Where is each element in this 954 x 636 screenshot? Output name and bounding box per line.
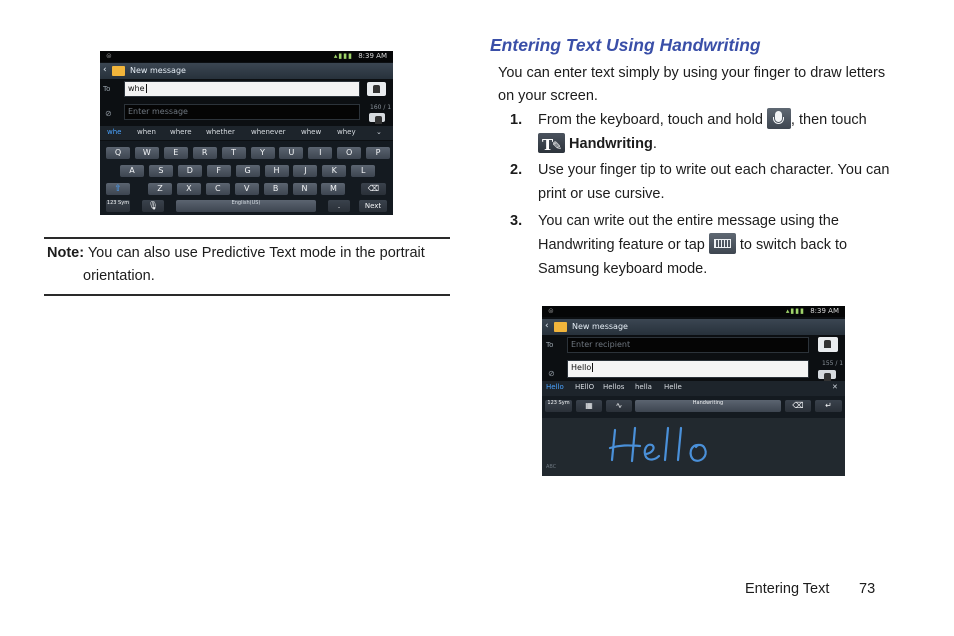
message-input[interactable] (567, 360, 809, 378)
signal-icon: ▴▮▮▮ (333, 52, 353, 60)
handwriting-stroke (542, 418, 845, 476)
key-k[interactable]: K (322, 165, 346, 177)
message-title-bar (100, 63, 393, 79)
key-e[interactable]: E (164, 147, 188, 159)
message-input[interactable]: Enter message (124, 104, 360, 120)
screen-title: New message (130, 66, 186, 75)
close-icon[interactable]: ✕ (832, 383, 838, 391)
key-l[interactable]: L (351, 165, 375, 177)
suggestion-item[interactable]: when (137, 128, 156, 136)
send-icon[interactable] (369, 113, 385, 122)
note (47, 242, 425, 265)
signal-icon: ▴▮▮▮ (785, 307, 805, 315)
to-label: To (103, 85, 111, 93)
note-top-rule (44, 237, 450, 239)
recipient-input[interactable]: Enter recipient (567, 337, 809, 353)
attach-icon[interactable]: ⊘ (548, 369, 555, 378)
char-counter: 155 / 1 (822, 360, 844, 367)
next-key[interactable]: Next (359, 200, 387, 212)
backspace-key[interactable]: ⌫ (361, 183, 386, 195)
key-z[interactable]: Z (148, 183, 172, 195)
handwriting-screenshot (542, 306, 845, 476)
backspace-key[interactable]: ⌫ (785, 400, 811, 412)
key-c[interactable]: C (206, 183, 230, 195)
send-icon[interactable] (818, 370, 836, 379)
step-1-line-2 (538, 133, 657, 157)
suggestion-item[interactable]: whey (337, 128, 356, 136)
key-j[interactable]: J (293, 165, 317, 177)
key-q[interactable]: Q (106, 147, 130, 159)
space-key[interactable] (635, 400, 781, 412)
pen-icon: ∿ (615, 401, 623, 410)
handwriting-label: Handwriting (569, 136, 653, 152)
step-3-text-a: Handwriting feature or tap (538, 237, 705, 253)
key-x[interactable]: X (177, 183, 201, 195)
key-p[interactable]: P (366, 147, 390, 159)
step-3-line-2 (538, 234, 847, 258)
suggestion-item[interactable]: where (170, 128, 192, 136)
status-time: 8:39 AM (358, 52, 387, 60)
suggestion-item[interactable]: whether (206, 128, 235, 136)
step-3-text-b: to switch back to (739, 237, 848, 253)
recipient-input[interactable] (124, 81, 360, 97)
step-3-line-3: Samsung keyboard mode. (538, 261, 708, 277)
step-3-line-1: You can write out the entire message using the (538, 213, 839, 229)
step-2-line-1: Use your finger tip to write out each character. You can (538, 162, 890, 178)
key-t[interactable]: T (222, 147, 246, 159)
suggestion-item[interactable]: Hello (546, 383, 564, 391)
step-1-text-a: From the keyboard, touch and hold (538, 112, 763, 128)
handwriting-mode-key[interactable] (606, 400, 632, 412)
screen-title: New message (572, 322, 628, 331)
key-i[interactable]: I (308, 147, 332, 159)
sym-key[interactable]: 123 Sym (545, 400, 572, 412)
key-y[interactable]: Y (251, 147, 275, 159)
abc-label: ABC (546, 464, 557, 470)
sym-key[interactable]: 123 Sym (106, 200, 130, 212)
suggestion-item[interactable]: whew (301, 128, 322, 136)
intro-line-1: You can enter text simply by using your finger to draw letters (498, 65, 886, 81)
space-label: Handwriting (692, 400, 724, 406)
key-f[interactable]: F (207, 165, 231, 177)
back-icon[interactable]: ‹ (103, 65, 107, 75)
mic-key[interactable] (142, 200, 164, 212)
suggestion-item[interactable]: hella (635, 383, 652, 391)
keyboard-icon (709, 233, 736, 254)
note-line-1: You can also use Predictive Text mode in the portrait (87, 245, 425, 261)
contact-button[interactable] (367, 82, 386, 96)
notification-icon: ⊜ (106, 52, 112, 60)
page-number: 73 (859, 581, 876, 597)
key-u[interactable]: U (279, 147, 303, 159)
footer-section-name: Entering Text (745, 581, 830, 597)
key-m[interactable]: M (321, 183, 345, 195)
status-bar (542, 306, 845, 317)
key-b[interactable]: B (264, 183, 288, 195)
chevron-down-icon[interactable]: ⌄ (376, 128, 382, 136)
key-o[interactable]: O (337, 147, 361, 159)
key-h[interactable]: H (265, 165, 289, 177)
keyboard (100, 141, 393, 215)
enter-key[interactable]: ↵ (815, 400, 842, 412)
status-bar (100, 51, 393, 62)
keyboard-icon: ▦ (585, 401, 593, 410)
to-label: To (546, 341, 554, 349)
suggestion-bar (542, 381, 845, 396)
step-2-line-2: print or use cursive. (538, 186, 665, 202)
handwriting-pad[interactable] (542, 418, 845, 476)
notification-icon: ⊜ (548, 307, 554, 315)
intro-line-2: on your screen. (498, 88, 598, 104)
step-1-period: . (652, 136, 657, 152)
suggestion-item[interactable]: Hellos (603, 383, 625, 391)
step-3-number: 3. (510, 213, 523, 229)
key-r[interactable]: R (193, 147, 217, 159)
key-v[interactable]: V (235, 183, 259, 195)
key-n[interactable]: N (293, 183, 317, 195)
period-key[interactable]: . (328, 200, 350, 212)
status-time: 8:39 AM (810, 307, 839, 315)
suggestion-item[interactable]: Helle (664, 383, 682, 391)
handwriting-toolbar (542, 396, 845, 418)
key-s[interactable]: S (149, 165, 173, 177)
microphone-icon: 🎙 (147, 201, 159, 210)
note-line-2: orientation. (83, 268, 155, 284)
step-1-text-b: , then touch (790, 112, 867, 128)
suggestion-item[interactable]: whe (107, 128, 122, 136)
keyboard-key[interactable] (576, 400, 602, 412)
key-d[interactable]: D (178, 165, 202, 177)
contact-button[interactable] (818, 337, 838, 352)
step-1-number: 1. (510, 112, 523, 128)
envelope-icon (554, 322, 567, 332)
suggestion-item[interactable]: whenever (251, 128, 286, 136)
attach-icon[interactable]: ⊘ (105, 109, 112, 118)
back-icon[interactable]: ‹ (545, 321, 549, 331)
keyboard-screenshot (100, 51, 393, 215)
handwriting-icon: T ✎ (538, 133, 565, 153)
message-title-bar (542, 319, 845, 335)
key-g[interactable]: G (236, 165, 260, 177)
message-value: Hello (571, 363, 592, 372)
space-key[interactable] (176, 200, 316, 212)
note-bottom-rule (44, 294, 450, 296)
microphone-icon (767, 108, 791, 129)
recipient-value: whe (128, 84, 145, 93)
envelope-icon (112, 66, 125, 76)
suggestion-item[interactable]: HEllO (575, 383, 595, 391)
step-1-line-1 (538, 109, 867, 133)
suggestion-bar (100, 126, 393, 140)
note-label: Note: (47, 245, 85, 261)
key-a[interactable]: A (120, 165, 144, 177)
char-counter: 160 / 1 (370, 104, 392, 111)
step-2-number: 2. (510, 162, 523, 178)
section-heading: Entering Text Using Handwriting (490, 35, 761, 55)
shift-key[interactable]: ⇧ (106, 183, 130, 195)
space-label: English(US) (231, 200, 261, 206)
key-w[interactable]: W (135, 147, 159, 159)
